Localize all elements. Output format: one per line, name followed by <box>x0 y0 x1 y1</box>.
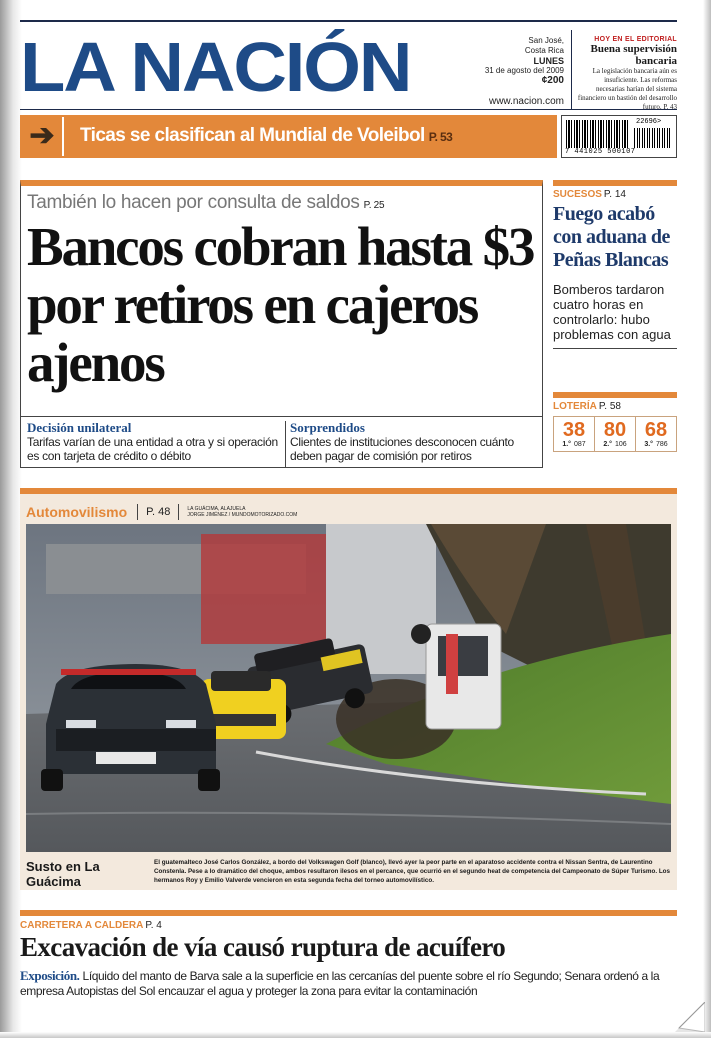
page-bottom-shadow <box>0 1032 711 1038</box>
lottery-results <box>553 416 677 452</box>
sucesos-text: Bomberos tardaron cuatro horas en controlarlo: hubo problemas con agua <box>553 282 671 342</box>
lottery-prize-detail <box>636 441 676 448</box>
volleyball-teaser[interactable] <box>20 115 557 158</box>
main-story[interactable] <box>20 180 543 468</box>
lottery-place: 1.° <box>562 441 571 448</box>
editorial-title: Buena supervisión bancaria <box>590 43 677 67</box>
main-headline: Bancos cobran hasta $3 por retiros en cajeros ajenos <box>27 216 534 393</box>
masthead <box>20 20 677 110</box>
sub-story-decision <box>27 421 283 463</box>
lottery-number: 38 <box>562 419 586 441</box>
lottery-place: 3.° <box>644 441 653 448</box>
caption-title: Susto en La Guácima <box>26 859 100 889</box>
teaser-headline: Ticas se clasifican al Mundial de Voleibol P. 53 <box>80 125 453 146</box>
sucesos-title: Fuego acabó con aduana de Peñas Blancas <box>553 203 670 271</box>
divider <box>553 348 677 349</box>
sucesos-page: P. 14 <box>603 189 626 200</box>
loteria-box[interactable] <box>553 392 677 452</box>
loteria-label: LOTERÍA P. 58 <box>553 401 621 412</box>
lottery-series: 087 <box>573 441 586 448</box>
barcode-number: 7 441025 500107 <box>565 148 636 156</box>
loteria-page: P. 58 <box>598 401 621 412</box>
main-kicker-page: P. 25 <box>363 200 385 211</box>
divider <box>178 504 179 520</box>
main-subsections <box>21 416 542 468</box>
page-curl-icon[interactable] <box>675 1002 705 1032</box>
sucesos-story[interactable] <box>553 180 677 349</box>
race-crash-illustration <box>26 524 671 852</box>
edition-price: ¢200 <box>541 75 564 86</box>
masthead-divider <box>571 30 572 110</box>
newspaper-logo: LA NACIÓN <box>20 28 411 106</box>
caldera-text: Exposición. Líquido del manto de Barva sale a la superficie en las cercanías del puente sobre el río Segundo; Senara ordenó a la empresa Autopistas del Sol encauzar el agua y proteger la zona para evitar la contaminación <box>20 968 660 998</box>
barcode-addon-number: 22696> <box>636 118 662 126</box>
lottery-prize <box>636 417 676 451</box>
sub-story-text: Clientes de instituciones desconocen cuánto deben pagar de comisión por retiros <box>290 435 514 463</box>
caldera-title: Excavación de vía causó ruptura de acuífero <box>20 932 506 962</box>
teaser-page: P. 53 <box>428 130 453 144</box>
editorial-teaser[interactable] <box>575 36 677 112</box>
page-spine-shadow <box>0 0 22 1038</box>
website-url: www.nacion.com <box>488 96 564 107</box>
lottery-number: 80 <box>603 419 627 441</box>
motorsport-section[interactable] <box>20 488 677 890</box>
main-kicker: También lo hacen por consulta de saldos P. 25 <box>27 192 385 213</box>
editorial-text: La legislación bancaria aún es insuficiente. Las reformas necesarias harían del sistema financiero un bastión del desarrollo futuro. P. 43 <box>577 67 677 111</box>
edition-info <box>456 36 564 86</box>
caldera-label: CARRETERA A CALDERA P. 4 <box>20 920 162 931</box>
page-edge-shadow <box>703 0 711 1038</box>
sub-story-text: Tarifas varían de una entidad a otra y si operación es con tarjeta de crédito o débito <box>27 435 278 463</box>
caldera-lead: Exposición. <box>20 968 80 983</box>
photo-credit <box>187 506 297 518</box>
sub-story-title: Sorprendidos <box>290 420 365 435</box>
lottery-prize <box>595 417 636 451</box>
lottery-prize-detail <box>554 441 594 448</box>
lottery-number: 68 <box>644 419 668 441</box>
edition-day: LUNES <box>533 56 564 66</box>
barcode-bars <box>566 120 630 148</box>
lottery-place: 2.° <box>603 441 612 448</box>
lottery-series: 106 <box>614 441 627 448</box>
caldera-story[interactable] <box>20 910 677 999</box>
sucesos-label: SUCESOS P. 14 <box>553 189 626 200</box>
section-bar <box>553 180 677 186</box>
barcode <box>561 115 677 158</box>
section-page: P. 48 <box>146 506 171 518</box>
editorial-page: P. 43 <box>663 103 677 111</box>
section-name: Automovilismo <box>26 504 128 520</box>
motorsport-header <box>26 502 297 522</box>
divider <box>137 504 138 520</box>
lottery-prize-detail <box>595 441 635 448</box>
edition-country: Costa Rica <box>524 46 564 55</box>
sub-story-title: Decisión unilateral <box>27 420 132 435</box>
lottery-series: 786 <box>655 441 668 448</box>
caption-text: El guatemalteco José Carlos González, a bordo del Volkswagen Golf (blanco), llevó ayer la peor parte en el aparatoso accidente contra el Nissan Sentra, de Laurentino Constenla. Pese a lo dramático del choque, ambos resultaron ilesos en el percance, que ocurrió en el segundo heat de competencia del Campeonato de Súper Turismo. Los hermanos Roy y Emilio Valverde vencieron en esta segunda fecha del torneo automovilístico. <box>154 859 671 884</box>
race-crash-photo[interactable] <box>26 524 671 852</box>
section-bar <box>553 392 677 398</box>
sub-story-surprised <box>285 421 541 467</box>
photo-photographer: JORGE JIMÉNEZ / MUNDOMOTORIZADO.COM <box>187 512 298 518</box>
caldera-page: P. 4 <box>145 920 162 931</box>
editorial-label: HOY EN EL EDITORIAL <box>594 36 677 43</box>
lottery-prize <box>554 417 595 451</box>
edition-city: San José, <box>528 36 564 45</box>
barcode-addon-bars <box>634 128 672 148</box>
arrow-right-icon: ➔ <box>22 117 64 156</box>
edition-date: 31 de agosto del 2009 <box>484 66 564 75</box>
photo-location: LA GUÁCIMA, ALAJUELA <box>187 506 246 512</box>
